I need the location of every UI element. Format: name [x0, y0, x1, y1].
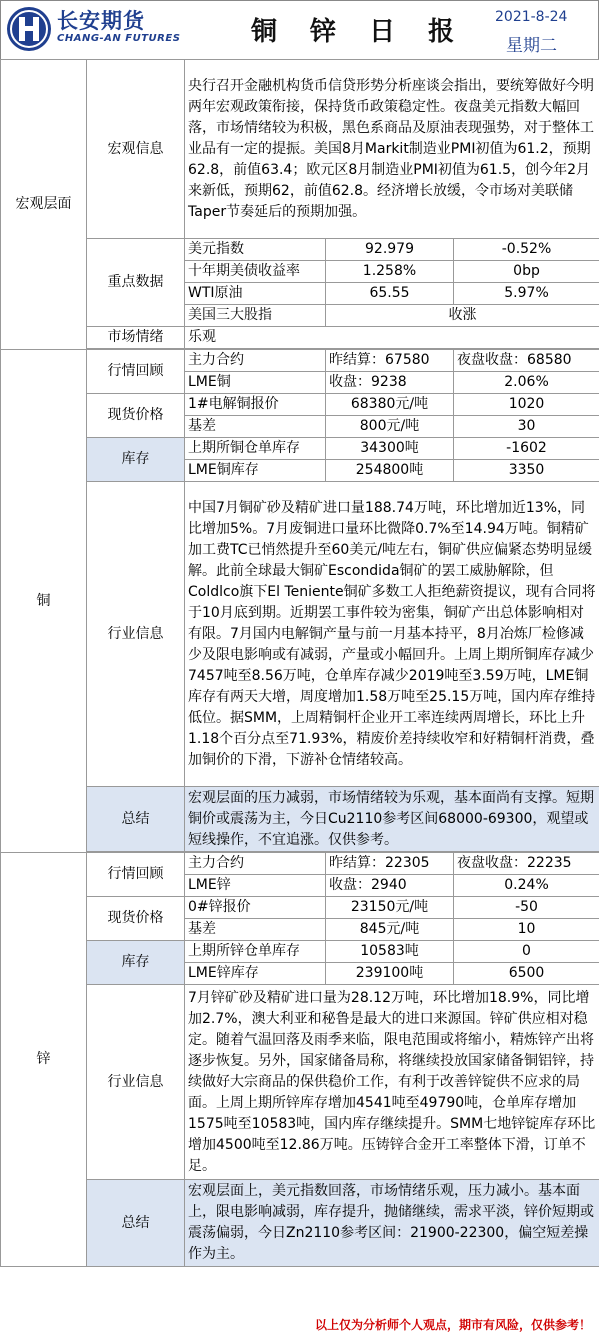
copper-market-row: [1, 350, 599, 372]
zinc-shfe-stock-change: 0: [454, 941, 599, 963]
copper-basis-change: 30: [454, 416, 599, 438]
zinc-spot-row: [1, 897, 599, 919]
copper-summary-row: [1, 787, 599, 852]
zinc-market-label: 行情回顾: [87, 853, 185, 897]
page-title: 铜 锌 日 报: [251, 17, 467, 47]
copper-night-close: 夜盘收盘：68580: [454, 350, 599, 372]
zinc-shfe-stock: 10583吨: [326, 941, 454, 963]
zinc-basis-change: 10: [454, 919, 599, 941]
key-data-value: 92.979: [326, 239, 454, 261]
section-copper: 铜: [1, 350, 87, 853]
key-data-change: 0bp: [454, 261, 599, 283]
copper-stock-row: [1, 438, 599, 460]
copper-industry-row: [1, 482, 599, 787]
key-data-name: 美元指数: [185, 239, 326, 261]
copper-shfe-stock: 34300吨: [326, 438, 454, 460]
chang-an-logo-icon: [5, 5, 53, 53]
copper-shfe-stock-change: -1602: [454, 438, 599, 460]
zinc-spot-name: 0#锌报价: [185, 897, 326, 919]
copper-lme-change: 2.06%: [454, 372, 599, 394]
zinc-lme-change: 0.24%: [454, 875, 599, 897]
copper-lme-stock-change: 3350: [454, 460, 599, 482]
key-data-change: 5.97%: [454, 283, 599, 305]
key-data-name: 十年期美债收益率: [185, 261, 326, 283]
copper-basis-value: 800元/吨: [326, 416, 454, 438]
report-table: [0, 59, 599, 1267]
zinc-basis-name: 基差: [185, 919, 326, 941]
copper-lme-stock-name: LME铜库存: [185, 460, 326, 482]
report-weekday: 星期二: [506, 36, 557, 56]
copper-stock-label: 库存: [87, 438, 185, 482]
sentiment-row: [1, 327, 599, 349]
zinc-basis-value: 845元/吨: [326, 919, 454, 941]
sentiment-label: 市场情绪: [87, 327, 185, 349]
zinc-industry-text: 7月锌矿砂及精矿进口量为28.12万吨，环比增加18.9%，同比增加2.7%，澳大利亚和秘鲁是最大的进口来源国。锌矿供应相对稳定。随着气温回落及雨季来临，限电范围或将缩小，精炼锌产出将逐步恢复。另外，国家储备局称，将继续投放国家储备铜铝锌，持续做好大宗商品的保供稳价工作，有利于改善锌锭供不应求的局面。上周上期所锌库存增加4541吨至49790吨，仓单库存增加1575吨至10583吨，国内库存继续提升。SMM七地锌锭库存环比增加4500吨至12.86万吨。压铸锌合金开工率整体下滑，订单不足。: [185, 985, 599, 1180]
copper-spot-label: 现货价格: [87, 394, 185, 438]
zinc-spot-price: 23150元/吨: [326, 897, 454, 919]
macro-info-label: 宏观信息: [87, 60, 185, 239]
copper-lme-close: 收盘：9238: [326, 372, 454, 394]
zinc-main-contract: 主力合约: [185, 853, 326, 875]
key-data-value: 1.258%: [326, 261, 454, 283]
copper-summary-text: 宏观层面的压力减弱，市场情绪较为乐观，基本面尚有支撑。短期铜价或震荡为主，今日Cu2110参考区间68000-69300，观望或短线操作，不宜追涨。仅供参考。: [185, 787, 599, 852]
zinc-shfe-stock-name: 上期所锌仓单库存: [185, 941, 326, 963]
copper-market-label: 行情回顾: [87, 350, 185, 394]
key-data-value: 65.55: [326, 283, 454, 305]
key-data-value: 收涨: [326, 305, 599, 327]
copper-lme-name: LME铜: [185, 372, 326, 394]
macro-info-text: 央行召开金融机构货币信贷形势分析座谈会指出，要统筹做好今明两年宏观政策衔接，保持货币政策稳定性。夜盘美元指数大幅回落，市场情绪较为积极，黑色系商品及原油表现强势，对于整体工业品有一定的提振。美国8月Markit制造业PMI初值为61.2，预期62.8，前值63.4；欧元区8月制造业PMI初值为61.5，创今年2月来新低，预期62，前值62.8。经济增长放缓，令市场对美联储Taper节奏延后的预期加强。: [185, 60, 599, 239]
copper-summary-label: 总结: [87, 787, 185, 852]
macro-info-row: [1, 60, 599, 239]
copper-industry-label: 行业信息: [87, 482, 185, 787]
zinc-spot-change: -50: [454, 897, 599, 919]
zinc-summary-row: [1, 1180, 599, 1267]
section-macro: 宏观层面: [1, 60, 87, 350]
copper-lme-stock: 254800吨: [326, 460, 454, 482]
copper-industry-text: 中国7月铜矿砂及精矿进口量188.74万吨，环比增加近13%，同比增加5%。7月废铜进口量环比微降0.7%至14.94万吨。铜精矿加工费TC已悄然提升至60美元/吨左右，铜矿供应偏紧态势明显缓解。此前全球最大铜矿Escondida铜矿的罢工威胁解除，但Coldlco旗下El Teniente铜矿多数工人拒绝薪资提议，现有合同将于10月底到期。近期罢工事件较为密集，铜矿产出总体影响相对有限。7月国内电解铜产量与前一月基本持平，8月冶炼厂检修减少及限电影响或有减弱，产量或小幅回升。上周上期所铜库存减少7457吨至8.56万吨，仓单库存减少2019吨至3.59万吨，LME铜库存有两天大增，周度增加1.58万吨至25.15万吨，国内库存维持低位。据SMM，上周精铜杆企业开工率连续两周增长，环比上升1.18个百分点至71.93%，精废价差持续收窄和好精铜杆消费，叠加铜价的下滑，下游补仓情绪较高。: [185, 482, 599, 787]
zinc-night-close: 夜盘收盘：22235: [454, 853, 599, 875]
zinc-lme-close: 收盘：2940: [326, 875, 454, 897]
copper-shfe-stock-name: 上期所铜仓单库存: [185, 438, 326, 460]
key-data-label: 重点数据: [87, 239, 185, 327]
zinc-industry-label: 行业信息: [87, 985, 185, 1180]
key-data-name: WTI原油: [185, 283, 326, 305]
zinc-settle: 昨结算：22305: [326, 853, 454, 875]
copper-settle: 昨结算：67580: [326, 350, 454, 372]
report-header: [0, 0, 599, 59]
zinc-lme-stock-name: LME锌库存: [185, 963, 326, 985]
zinc-industry-row: [1, 985, 599, 1180]
copper-main-contract: 主力合约: [185, 350, 326, 372]
key-data-name: 美国三大股指: [185, 305, 326, 327]
zinc-summary-text: 宏观层面上，美元指数回落，市场情绪乐观，压力减小。基本面上，限电影响减弱，库存提升，抛储继续，需求平淡，锌价短期或震荡偏弱，今日Zn2110参考区间：21900-22300，偏空短差操作为主。: [185, 1180, 599, 1267]
zinc-stock-label: 库存: [87, 941, 185, 985]
copper-spot-name: 1#电解铜报价: [185, 394, 326, 416]
zinc-stock-row: [1, 941, 599, 963]
disclaimer: 以上仅为分析师个人观点，期市有风险，仅供参考！: [0, 1314, 599, 1336]
key-data-change: -0.52%: [454, 239, 599, 261]
copper-spot-row: [1, 394, 599, 416]
zinc-lme-stock: 239100吨: [326, 963, 454, 985]
copper-spot-change: 1020: [454, 394, 599, 416]
zinc-spot-label: 现货价格: [87, 897, 185, 941]
zinc-lme-name: LME锌: [185, 875, 326, 897]
report-date: 2021-8-24: [495, 9, 568, 25]
brand-name: 长安期货: [57, 9, 145, 33]
copper-spot-price: 68380元/吨: [326, 394, 454, 416]
zinc-lme-stock-change: 6500: [454, 963, 599, 985]
key-data-row: [1, 239, 599, 261]
brand-name-en: CHANG-AN FUTURES: [57, 33, 181, 44]
section-zinc: 锌: [1, 853, 87, 1267]
zinc-market-row: [1, 853, 599, 875]
sentiment-value: 乐观: [185, 327, 599, 349]
zinc-summary-label: 总结: [87, 1180, 185, 1267]
copper-basis-name: 基差: [185, 416, 326, 438]
